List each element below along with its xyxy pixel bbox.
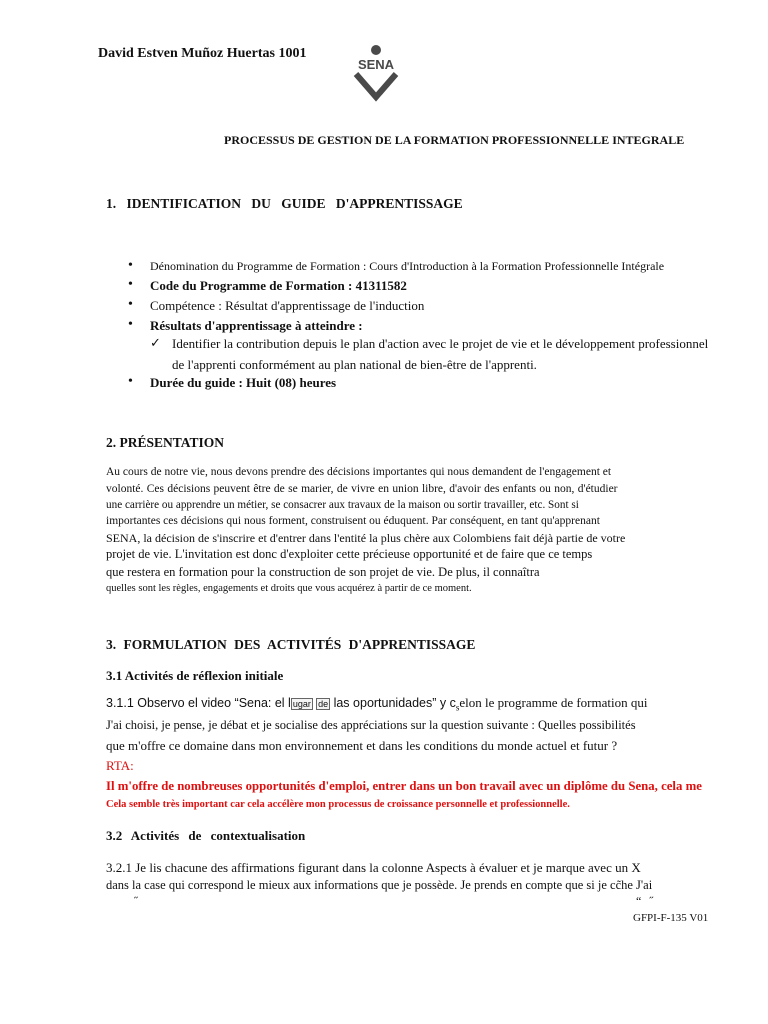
- check-text-line: Identifier la contribution depuis le plan d'action avec le projet de vie et le développement professionnel: [172, 336, 709, 351]
- bullet-dot-icon: •: [128, 317, 133, 332]
- question-mid: las oportunidades” y c: [330, 696, 456, 710]
- question-line: J'ai choisi, je pense, je débat et je socialise des appréciations sur la question suivante : Quelles possibilités: [106, 718, 636, 732]
- rta-label: RTA:: [106, 758, 134, 773]
- bullet-text: Résultats d'apprentissage à atteindre :: [150, 318, 363, 333]
- bullet-text: Dénomination du Programme de Formation : Cours d'Introduction à la Formation Professionnelle Intégrale: [150, 259, 665, 273]
- logo-text: SENA: [357, 57, 395, 72]
- question-prefix: 3.1.1 Observo el video “Sena: el l: [106, 696, 291, 710]
- question-suffix: elon le programme de formation qui: [459, 695, 648, 710]
- presentation-line: que restera en formation pour la construction de son projet de vie. De plus, il connaîtra: [106, 565, 540, 579]
- checkmark-icon: ✓: [150, 335, 161, 350]
- bullet-dot-icon: •: [128, 277, 133, 292]
- inline-box: de: [318, 699, 329, 709]
- subsection-3-2-title: 3.2 Activités de contextualisation: [106, 828, 306, 843]
- section-2-title: 2. PRÉSENTATION: [106, 435, 225, 450]
- presentation-line: une carrière ou apprendre un métier, se consacrer aux travaux de la maison ou sortir travailler, etc. Sont si: [106, 499, 579, 511]
- author-name: David Estven Muñoz Huertas 1001: [98, 46, 307, 61]
- section-1-title: 1. IDENTIFICATION DU GUIDE D'APPRENTISSAGE: [106, 196, 463, 211]
- presentation-line: projet de vie. L'invitation est donc d'exploiter cette précieuse opportunité et de faire que ce temps: [106, 547, 593, 561]
- quote-mark: “˝: [636, 894, 662, 908]
- question-line: que m'offre ce domaine dans mon environnement et dans les conditions du monde actuel et futur ?: [106, 738, 618, 753]
- context-line: dans la case qui correspond le mieux aux informations que je possède. Je prends en compte que si je cc̃he J'ai: [106, 878, 653, 892]
- subsection-3-1-title: 3.1 Activités de réflexion initiale: [106, 668, 284, 683]
- bullet-text: Durée du guide : Huit (08) heures: [150, 375, 337, 390]
- inline-box: ugar: [292, 699, 311, 709]
- section-3-title: 3. FORMULATION DES ACTIVITÉS D'APPRENTISSAGE: [106, 637, 476, 652]
- presentation-line: Au cours de notre vie, nous devons prendre des décisions importantes qui nous demandent de l'engagement et: [106, 466, 612, 478]
- presentation-line: SENA, la décision de s'inscrire et d'entrer dans l'entité la plus chère aux Colombiens fait déjà partie de votre: [106, 531, 626, 545]
- answer-line: Cela semble très important car cela accélère mon processus de croissance personnelle et professionnelle.: [106, 799, 570, 810]
- bullet-text: Code du Programme de Formation : 41311582: [150, 278, 407, 293]
- bullet-dot-icon: •: [128, 374, 133, 389]
- presentation-line: quelles sont les règles, engagements et droits que vous acquérez à partir de ce moment.: [106, 583, 472, 594]
- bullet-dot-icon: •: [128, 258, 133, 273]
- sena-logo: [346, 42, 406, 102]
- check-text-line: de l'apprenti conformément au plan national de bien-être de l'apprenti.: [172, 357, 537, 372]
- quote-mark: ˝: [134, 894, 138, 908]
- context-line: 3.2.1 Je lis chacune des affirmations figurant dans la colonne Aspects à évaluer et je marque avec un X: [106, 860, 641, 875]
- presentation-line: volonté. Ces décisions peuvent être de se marier, de vivre en union libre, d'avoir des enfants ou non, d'étudier: [106, 483, 618, 495]
- presentation-line: importantes ces décisions qui nous forment, construisent ou éduquent. Par conséquent, en tant qu'apprenant: [106, 515, 600, 527]
- process-title: PROCESSUS DE GESTION DE LA FORMATION PROFESSIONNELLE INTEGRALE: [224, 133, 685, 147]
- question-3-1-1: [106, 695, 647, 713]
- answer-line: Il m'offre de nombreuses opportunités d'emploi, entrer dans un bon travail avec un diplôme du Sena, cela me: [106, 779, 702, 793]
- question-sub: s: [455, 702, 460, 713]
- bullet-dot-icon: •: [128, 297, 133, 312]
- document-code: GFPI-F-135 V01: [633, 912, 709, 924]
- bullet-text: Compétence : Résultat d'apprentissage de l'induction: [150, 298, 425, 313]
